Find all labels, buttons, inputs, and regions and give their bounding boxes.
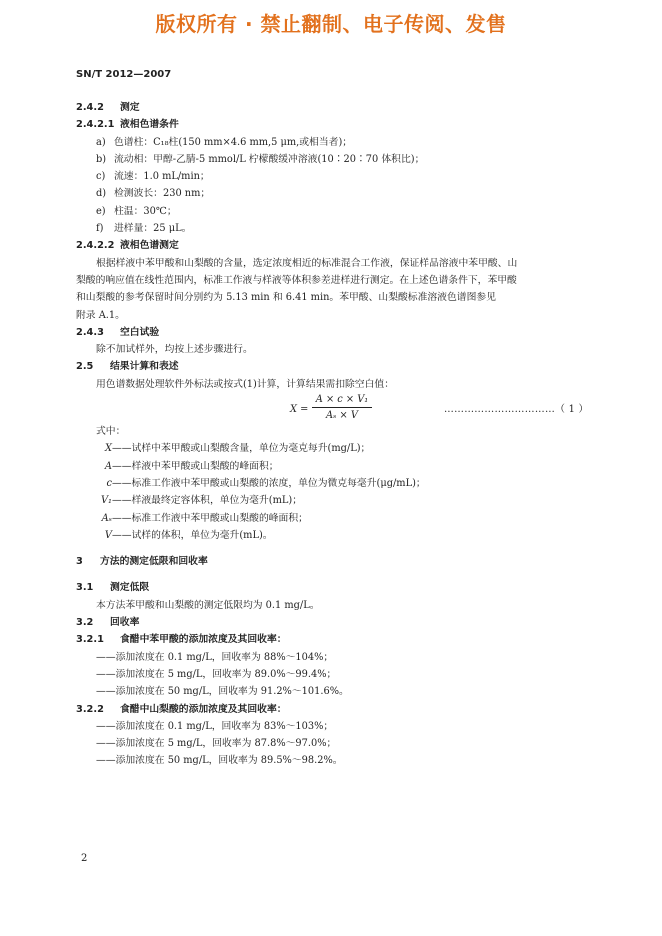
item-label: a): [96, 136, 106, 148]
list-item: ——添加浓度在 0.1 mg/L，回收率为 88%～104%；: [96, 651, 334, 663]
document-id: SN/T 2012—2007: [76, 69, 172, 80]
heading-title: 食醋中山梨酸的添加浓度及其回收率：: [120, 703, 287, 715]
variable-symbol: X: [105, 443, 112, 455]
variable-description: ——标准工作液中苯甲酸或山梨酸的浓度，单位为微克每毫升(μg/mL)；: [112, 477, 426, 489]
section-gap: [76, 570, 590, 579]
list-item: ——添加浓度在 5 mg/L，回收率为 87.8%～97.0%；: [96, 738, 337, 750]
chromatography-conditions-list: [76, 134, 590, 238]
item-label: c): [96, 171, 106, 183]
item-text: 柱温：30℃；: [114, 205, 177, 217]
formula-fraction: [312, 393, 372, 422]
list-item: ——添加浓度在 5 mg/L，回收率为 89.0%～99.4%；: [96, 668, 337, 680]
heading-number: 3: [76, 556, 83, 568]
heading-number: 2.5: [76, 361, 94, 373]
variable-row: [76, 458, 590, 475]
heading-title: 测定: [120, 102, 140, 113]
list-item: [76, 134, 590, 151]
heading-number: 2.4.2: [76, 102, 104, 113]
heading-number: 3.2.2: [76, 703, 104, 715]
heading-title: 液相色谱测定: [120, 240, 179, 252]
paragraph-line: 附录 A.1。: [76, 309, 125, 321]
list-item: ——添加浓度在 50 mg/L，回收率为 91.2%～101.6%。: [96, 686, 349, 698]
paragraph-2-4-2-2: [76, 255, 590, 324]
list-item: [76, 203, 590, 220]
paragraph-line: 根据样液中苯甲酸和山梨酸的含量，选定浓度相近的标准混合工作液，保证样品溶液中苯甲酸、山: [96, 257, 518, 269]
variable-symbol: V₁: [100, 495, 112, 507]
page-number: 2: [81, 853, 88, 864]
formula-numerator: A × c × V₁: [315, 394, 369, 406]
variable-description: ——样液最终定容体积，单位为毫升(mL)；: [112, 495, 302, 507]
list-item: [76, 185, 590, 202]
item-label: f): [96, 223, 104, 235]
heading-title: 食醋中苯甲酸的添加浓度及其回收率：: [120, 634, 287, 646]
list-item: [76, 151, 590, 168]
heading-title: 结果计算和表述: [110, 361, 179, 373]
heading-3-2-2: [76, 701, 590, 718]
heading-number: 3.2: [76, 617, 94, 629]
paragraph-3-1: 本方法苯甲酸和山梨酸的测定低限均为 0.1 mg/L。: [96, 599, 320, 611]
variable-row: [76, 475, 590, 492]
variable-symbol: Aₛ: [101, 512, 112, 524]
paragraph-2-4-3: 除不加试样外，均按上述步骤进行。: [96, 344, 253, 356]
heading-2-4-2-1: [76, 116, 590, 133]
item-label: b): [96, 153, 107, 165]
variable-description: ——样液中苯甲酸或山梨酸的峰面积；: [112, 460, 279, 472]
item-text: 检测波长：230 nm；: [114, 188, 211, 200]
formula-1: [76, 393, 590, 423]
variable-description: ——试样中苯甲酸或山梨酸含量，单位为毫克每升(mg/L)；: [112, 443, 371, 455]
formula-denominator: Aₛ × V: [326, 410, 358, 422]
where-label: 式中：: [96, 426, 126, 438]
item-label: d): [96, 188, 107, 200]
paragraph-2-5: 用色谱数据处理软件外标法或按式(1)计算，计算结果需扣除空白值：: [96, 378, 394, 390]
heading-3-2-1: [76, 631, 590, 648]
heading-3: [76, 553, 590, 570]
recovery-benzoic-list: [76, 649, 590, 701]
list-item: [76, 220, 590, 237]
variable-symbol: A: [104, 460, 112, 472]
variable-symbol: V: [104, 529, 112, 541]
heading-title: 方法的测定低限和回收率: [100, 556, 208, 568]
heading-2-4-2: [76, 99, 590, 116]
variable-description: ——试样的体积，单位为毫升(mL)。: [112, 529, 273, 541]
heading-number: 3.1: [76, 582, 94, 594]
heading-title: 回收率: [110, 617, 140, 629]
list-item: [76, 168, 590, 185]
heading-number: 3.2.1: [76, 634, 104, 646]
item-text: 进样量：25 μL。: [114, 223, 192, 235]
formula-lhs: X =: [290, 404, 309, 416]
heading-title: 液相色谱条件: [120, 119, 179, 131]
heading-3-2: [76, 614, 590, 631]
list-item: ——添加浓度在 0.1 mg/L，回收率为 83%～103%；: [96, 720, 334, 732]
copyright-banner: 版权所有 · 禁止翻制、电子传阅、发售: [155, 12, 507, 36]
variable-definitions: [76, 440, 590, 544]
item-text: 流速：1.0 mL/min；: [114, 171, 210, 183]
formula-number: ……………………………（ 1 ）: [444, 404, 589, 416]
heading-number: 2.4.3: [76, 326, 104, 338]
variable-row: [76, 492, 590, 509]
variable-symbol: c: [106, 477, 112, 489]
document-body: [76, 99, 590, 770]
paragraph-line: 梨酸的响应值在线性范围内，标准工作液与样液等体积参差进样进行测定。在上述色谱条件下，苯甲酸: [76, 274, 517, 286]
heading-2-4-3: [76, 324, 590, 341]
paragraph-line: 和山梨酸的参考保留时间分别约为 5.13 min 和 6.41 min。苯甲酸、山梨酸标准溶液色谱图参见: [76, 292, 496, 304]
heading-2-5: [76, 358, 590, 375]
fraction-bar: [312, 407, 372, 408]
heading-number: 2.4.2.1: [76, 119, 115, 131]
heading-3-1: [76, 579, 590, 596]
variable-row: [76, 510, 590, 527]
heading-title: 空白试验: [120, 326, 160, 338]
heading-number: 2.4.2.2: [76, 240, 115, 252]
heading-2-4-2-2: [76, 237, 590, 254]
variable-description: ——标准工作液中苯甲酸或山梨酸的峰面积；: [112, 512, 308, 524]
heading-title: 测定低限: [110, 582, 150, 594]
section-gap: [76, 544, 590, 553]
variable-row: [76, 527, 590, 544]
variable-row: [76, 440, 590, 457]
item-text: 流动相：甲醇-乙腈-5 mmol/L 柠檬酸缓冲溶液(10∶20∶70 体积比)；: [114, 153, 425, 165]
recovery-sorbic-list: [76, 718, 590, 770]
list-item: ——添加浓度在 50 mg/L，回收率为 89.5%～98.2%。: [96, 755, 343, 767]
item-text: 色谱柱：C₁₈柱(150 mm×4.6 mm,5 μm,或相当者)；: [114, 136, 353, 148]
item-label: e): [96, 205, 106, 217]
